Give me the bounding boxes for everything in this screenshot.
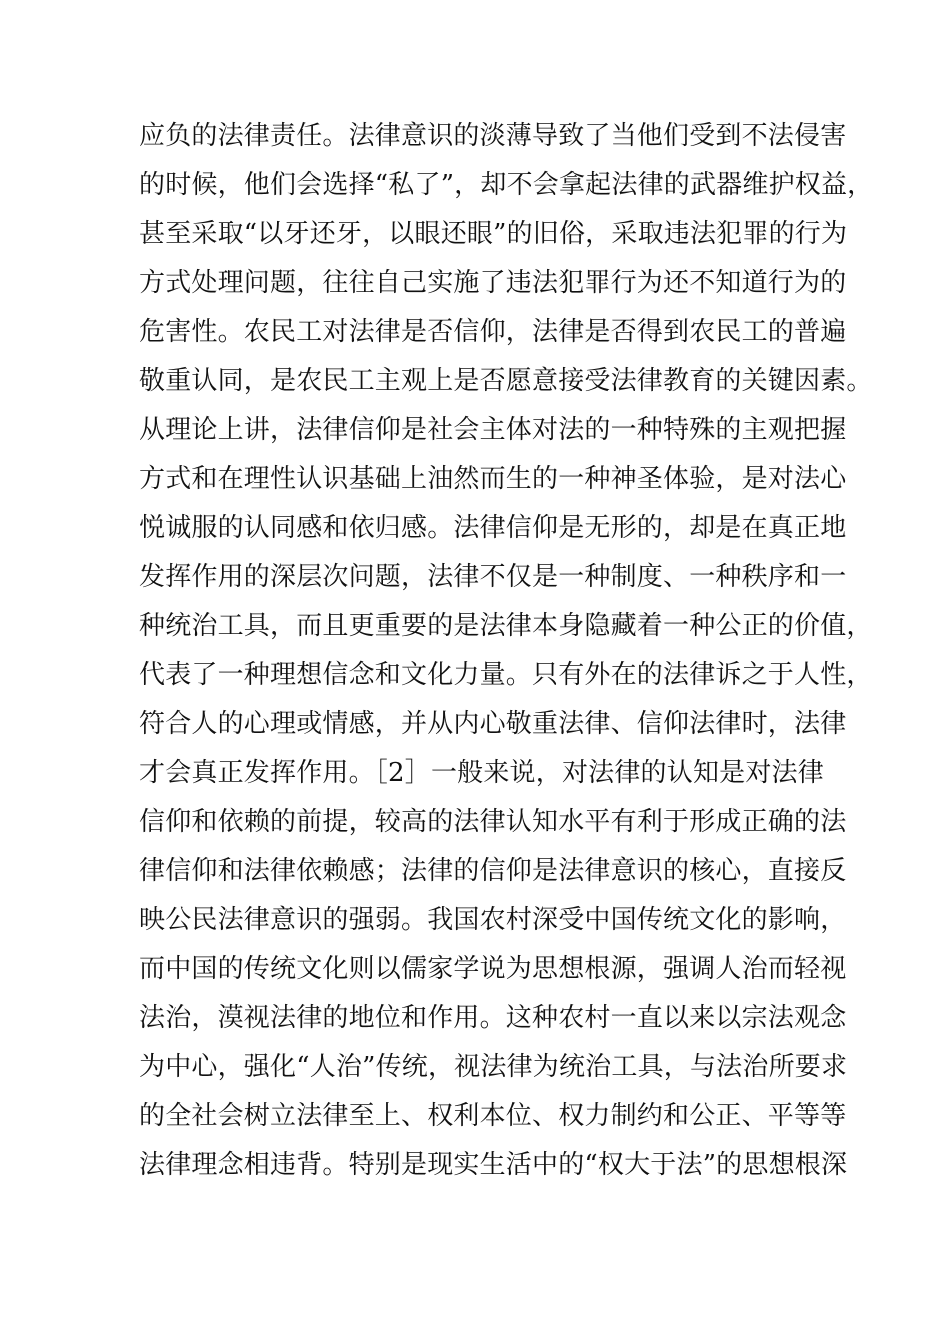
- text-line: 方式和在理性认识基础上油然而生的一种神圣体验，是对法心: [139, 464, 847, 494]
- text-line: 而中国的传统文化则以儒家学说为思想根源，强调人治而轻视: [139, 954, 847, 984]
- text-line: 危害性。农民工对法律是否信仰，法律是否得到农民工的普遍: [139, 317, 847, 347]
- text-line: 才会真正发挥作用。［2］一般来说，对法律的认知是对法律: [139, 758, 824, 788]
- text-line: 符合人的心理或情感，并从内心敬重法律、信仰法律时，法律: [139, 709, 847, 739]
- text-line: 从理论上讲，法律信仰是社会主体对法的一种特殊的主观把握: [139, 415, 847, 445]
- text-line: 应负的法律责任。法律意识的淡薄导致了当他们受到不法侵害: [139, 121, 847, 151]
- text-line: 映公民法律意识的强弱。我国农村深受中国传统文化的影响，: [139, 905, 847, 935]
- text-line: 为中心，强化“人治”传统，视法律为统治工具，与法治所要求: [139, 1052, 848, 1082]
- text-line: 敬重认同，是农民工主观上是否愿意接受法律教育的关键因素。: [139, 366, 873, 396]
- body-text: [139, 112, 874, 1190]
- text-line: 的全社会树立法律至上、权利本位、权力制约和公正、平等等: [139, 1101, 847, 1131]
- text-line: 律信仰和法律依赖感；法律的信仰是法律意识的核心，直接反: [139, 856, 847, 886]
- text-line: 信仰和依赖的前提，较高的法律认知水平有利于形成正确的法: [139, 807, 847, 837]
- text-line: 种统治工具，而且更重要的是法律本身隐藏着一种公正的价值，: [139, 611, 873, 641]
- text-line: 悦诚服的认同感和依归感。法律信仰是无形的，却是在真正地: [139, 513, 847, 543]
- text-line: 发挥作用的深层次问题，法律不仅是一种制度、一种秩序和一: [139, 562, 847, 592]
- text-line: 法治，漠视法律的地位和作用。这种农村一直以来以宗法观念: [139, 1003, 847, 1033]
- text-line: 代表了一种理想信念和文化力量。只有外在的法律诉之于人性，: [139, 660, 873, 690]
- text-line: 方式处理问题，往往自己实施了违法犯罪行为还不知道行为的: [139, 268, 847, 298]
- text-line: 法律理念相违背。特别是现实生活中的“权大于法”的思想根深: [139, 1150, 848, 1180]
- text-line: 的时候，他们会选择“私了”，却不会拿起法律的武器维护权益，: [139, 170, 874, 200]
- text-line: 甚至采取“以牙还牙，以眼还眼”的旧俗，采取违法犯罪的行为: [139, 219, 848, 249]
